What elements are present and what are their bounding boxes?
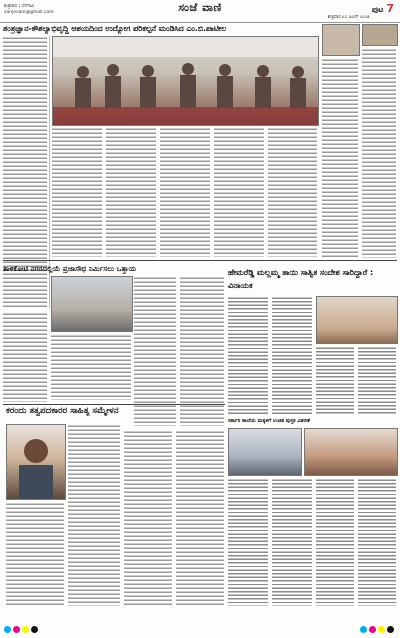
photo-protest: [51, 276, 133, 332]
text-column-17: [68, 424, 120, 606]
section-rule: [3, 260, 397, 261]
color-registration-left: [4, 619, 40, 627]
text-column-20: [6, 502, 64, 606]
page-number-block: [372, 2, 394, 15]
text-column-21: [228, 478, 268, 606]
headline-top-story: ತಂತ್ರಜ್ಞಾನ-ಕೌಶಲ್ಯಾಭಿವೃದ್ಧಿ ಆಶಯದಿಂದ ಉದ್ಯೋಗ ಪರಿಕಲ್ಪನೆ ಮಂಡಿಸಿದ ಎಂ.ಬಿ.ಪಾಟೀಲ: [3, 24, 227, 33]
text-column-3: [106, 127, 156, 257]
header-date: ಶುಕ್ರವಾರ ೩೦ ಜೂನ್ ೨೦೨೩: [327, 15, 370, 20]
cyan-dot: [4, 626, 11, 633]
text-column-13: [228, 296, 268, 414]
photo-portrait-author: [6, 424, 66, 500]
text-column-8: [362, 48, 396, 258]
page-number: 7: [386, 2, 394, 15]
text-column-4: [160, 127, 210, 257]
text-column-2: [52, 127, 102, 257]
text-column-14: [272, 296, 312, 414]
text-column-22: [272, 478, 312, 606]
headline-hemareddy: ಹೇಮರೆಡ್ಡಿ ಮಲ್ಲಮ್ಮ ತಾಯಿ ಸಾತ್ವಿಕ ಸಂದೇಶ ಸಾರಿದ್ದಾರೆ : ವಿನಾಯಕ: [228, 268, 374, 290]
color-registration-right: [360, 619, 396, 627]
headline-karandu: ಕರಂದು ತತ್ವಪದಕಾರರ ಸಾಹಿತ್ಯ ಸಮ್ಮೇಳನ: [6, 406, 119, 416]
text-column-24: [358, 478, 396, 606]
photo-portrait-right: [362, 24, 398, 46]
text-column-6: [268, 127, 317, 257]
photo-school-2: [304, 428, 398, 476]
text-column-5: [214, 127, 264, 257]
cyan-dot-right: [360, 626, 367, 633]
magenta-dot-right: [369, 626, 376, 633]
yellow-dot: [22, 626, 29, 633]
headline-hemareddy-line1: [228, 266, 396, 292]
text-column-7: [322, 58, 358, 258]
masthead: ಸಂಜೆ ವಾಣಿ: [178, 1, 222, 14]
photo-school-1: [228, 428, 302, 476]
magenta-dot: [13, 626, 20, 633]
photo-people-silhouettes: [53, 37, 318, 125]
headline-talikoti: ತಾಳಿಕೋಟಿ ನಗರದಲ್ಲಿಯೆ ಪ್ರಜಾಸೌಧ ನಿರ್ಮಿಸಲು ಒತ್ತಾಯ: [3, 264, 137, 273]
photo-hemareddy-event: [316, 296, 398, 344]
page-label: ಪುಟ: [371, 5, 384, 14]
portrait-silhouette: [7, 425, 65, 499]
text-column-11: [3, 312, 47, 402]
headline-school-books: ಸರ್ಕಾರಿ ಶಾಲೆಯ ಮಕ್ಕಳಿಗೆ ಉಚಿತ ಪುಸ್ತಕ ವಿತರಣೆ: [228, 418, 311, 424]
photo-ceremony: [52, 36, 319, 126]
text-column-12: [51, 334, 131, 400]
black-dot: [31, 626, 38, 633]
page-header: [0, 0, 400, 23]
header-email: sanjevani@gmail.com: [4, 10, 54, 15]
section-rule-2: [3, 404, 225, 405]
text-column-16: [358, 346, 396, 414]
black-dot-right: [387, 626, 394, 633]
header-left-info: ಶುಕ್ರವಾರ | ಬೆಳಗಾವಿ: [4, 4, 34, 9]
yellow-dot-right: [378, 626, 385, 633]
text-column-18: [124, 430, 172, 606]
text-column-15: [316, 346, 354, 414]
photo-top-right: [322, 24, 360, 56]
text-column-23: [316, 478, 354, 606]
text-column-19: [176, 430, 224, 606]
